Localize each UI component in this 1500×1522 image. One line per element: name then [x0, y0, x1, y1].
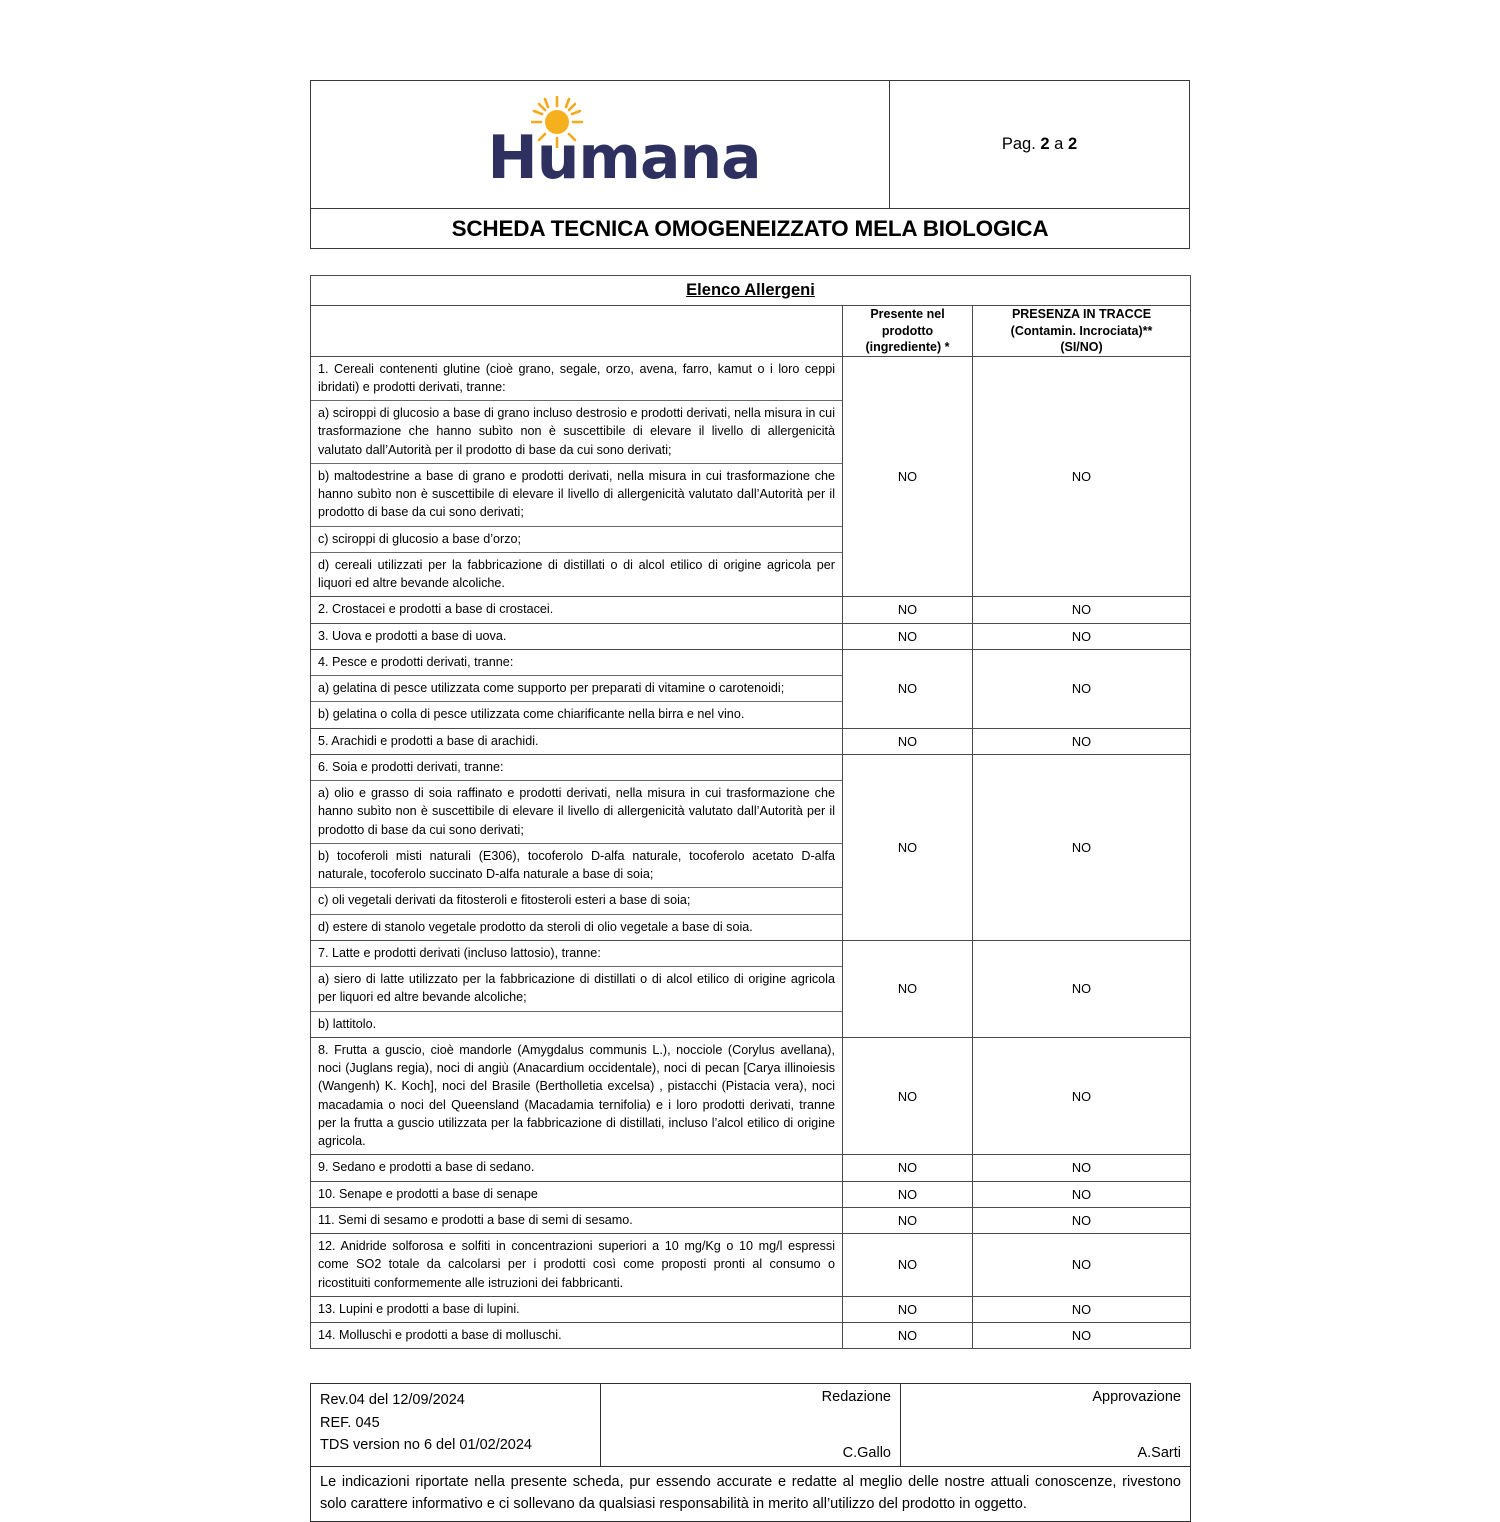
allergen-present-value: NO	[843, 1296, 973, 1322]
allergen-row	[311, 649, 1191, 728]
allergen-description-line: c) sciroppi di glucosio a base d’orzo;	[311, 527, 842, 553]
allergen-present-value: NO	[843, 1181, 973, 1207]
allergen-description-line: a) olio e grasso di soia raffinato e prodotti derivati, nella misura in cui trasformazione che hanno subìto non è suscettibile di elevare il livello di allergenicità valutato dall’Autorità per il prodotto di base da cui sono derivati;	[311, 781, 842, 844]
allergen-row	[311, 597, 1191, 623]
allergen-row	[311, 356, 1191, 597]
allergen-section-title-row	[311, 276, 1191, 306]
allergen-description-line: 13. Lupini e prodotti a base di lupini.	[318, 1301, 520, 1316]
allergen-description-line: d) estere di stanolo vegetale prodotto da steroli di olio vegetale a base di soia.	[318, 919, 753, 934]
allergen-description-cell	[311, 940, 843, 1037]
allergen-description-line: d) cereali utilizzati per la fabbricazione di distillati o di alcol etilico di origine agricola per liquori ed altre bevande alcoliche.	[318, 557, 835, 590]
allergen-description-line: 3. Uova e prodotti a base di uova.	[318, 628, 507, 643]
allergen-description-line: 2. Crostacei e prodotti a base di crostacei.	[318, 602, 554, 617]
section-title: Elenco Allergeni	[311, 276, 1191, 306]
allergen-present-value: NO	[843, 623, 973, 649]
allergen-column-headers	[311, 306, 1191, 357]
allergen-row	[311, 1234, 1191, 1297]
page-label-prefix: Pag.	[1001, 135, 1041, 153]
allergen-description-line: a) sciroppi di glucosio a base di grano incluso destrosio e prodotti derivati, nella misura in cui trasformazione che hanno subìto non è suscettibile di elevare il livello di allergenicità valutato dall’Autorità per il prodotto di base da cui sono derivati;	[311, 401, 842, 464]
humana-logo	[487, 94, 761, 193]
allergen-description-cell	[311, 356, 843, 597]
allergen-traces-value: NO	[973, 1155, 1191, 1181]
allergen-traces-value: NO	[973, 1234, 1191, 1297]
document-header	[310, 80, 1190, 249]
logo-cell	[311, 81, 890, 209]
footer-approvazione-label: Approvazione	[1092, 1389, 1181, 1406]
allergen-row	[311, 1155, 1191, 1181]
allergen-row	[311, 1323, 1191, 1349]
allergen-description-line: 12. Anidride solforosa e solfiti in concentrazioni superiori a 10 mg/Kg o 10 mg/l espressi come SO2 totale da calcolarsi per i prodotti così come proposti pronti al consumo o ricostituiti conformemente alle istruzioni dei fabbricanti.	[318, 1239, 835, 1290]
allergen-traces-value: NO	[973, 623, 1191, 649]
allergen-traces-value: NO	[973, 1037, 1191, 1155]
footer-tds-version: TDS version no 6 del 01/02/2024	[320, 1437, 532, 1454]
footer-revision-cell	[311, 1384, 601, 1467]
allergen-row	[311, 623, 1191, 649]
allergen-row	[311, 1181, 1191, 1207]
allergen-description-cell	[311, 1181, 843, 1207]
allergen-present-value: NO	[843, 1207, 973, 1233]
column-header-traces-line2: (Contamin. Incrociata)**	[1010, 323, 1153, 338]
allergen-description-line: 4. Pesce e prodotti derivati, tranne:	[311, 650, 842, 676]
allergen-row	[311, 754, 1191, 940]
allergen-description-line: 11. Semi di sesamo e prodotti a base di semi di sesamo.	[318, 1212, 633, 1227]
allergen-description-line: 6. Soia e prodotti derivati, tranne:	[311, 755, 842, 781]
allergen-present-value: NO	[843, 649, 973, 728]
footer-disclaimer-row	[311, 1467, 1191, 1522]
allergen-description-line: 5. Arachidi e prodotti a base di arachidi.	[318, 733, 539, 748]
allergen-row	[311, 940, 1191, 1037]
allergen-description-line: b) maltodestrine a base di grano e prodotti derivati, nella misura in cui trasformazione che hanno subìto non è suscettibile di elevare il livello di allergenicità valutato dall’Autorità per il prodotto di base da cui sono derivati;	[311, 464, 842, 527]
allergen-description-cell	[311, 597, 843, 623]
allergen-description-line: 10. Senape e prodotti a base di senape	[318, 1186, 538, 1201]
allergen-present-value: NO	[843, 1037, 973, 1155]
footer-approvazione-value: A.Sarti	[1137, 1445, 1181, 1462]
column-header-traces-line3: (SI/NO)	[1060, 340, 1103, 354]
page-total: 2	[1067, 135, 1078, 153]
page-joiner: a	[1049, 135, 1068, 153]
allergen-present-value: NO	[843, 754, 973, 940]
page-title: SCHEDA TECNICA OMOGENEIZZATO MELA BIOLOGICA	[311, 209, 1190, 249]
footer-disclaimer: Le indicazioni riportate nella presente scheda, pur essendo accurate e redatte al meglio delle nostre attuali conoscenze, rivestono solo carattere informativo e ci sollevano da qualsiasi responsabilità in merito all’utilizzo del prodotto in oggetto.	[311, 1467, 1191, 1522]
allergen-description-cell	[311, 754, 843, 940]
column-header-present-line2: prodotto	[881, 323, 934, 338]
allergen-traces-value: NO	[973, 597, 1191, 623]
allergen-traces-value: NO	[973, 649, 1191, 728]
allergen-description-cell	[311, 1155, 843, 1181]
allergen-description-line: 9. Sedano e prodotti a base di sedano.	[318, 1160, 535, 1175]
allergen-present-value: NO	[843, 1234, 973, 1297]
allergen-description-cell	[311, 1323, 843, 1349]
page-number-cell	[890, 81, 1190, 209]
page-current: 2	[1040, 135, 1050, 153]
document-footer	[310, 1383, 1191, 1522]
allergen-description-line: c) oli vegetali derivati da fitosteroli e fitosteroli esteri a base di soia;	[311, 888, 842, 914]
allergen-description-cell	[311, 1207, 843, 1233]
allergen-description-line: b) lattitolo.	[318, 1016, 377, 1031]
allergen-traces-value: NO	[973, 1296, 1191, 1322]
footer-main-row	[311, 1384, 1191, 1467]
allergen-row	[311, 728, 1191, 754]
allergen-description-cell	[311, 1234, 843, 1297]
allergen-row	[311, 1296, 1191, 1322]
header-top-row	[311, 81, 1190, 209]
allergen-table-body	[311, 276, 1191, 1349]
allergen-description-line: a) siero di latte utilizzato per la fabbricazione di distillati o di alcol etilico di origine agricola per liquori ed altre bevande alcoliche;	[311, 967, 842, 1012]
allergen-description-cell	[311, 623, 843, 649]
allergen-present-value: NO	[843, 1155, 973, 1181]
allergen-description-line: b) gelatina o colla di pesce utilizzata come chiarificante nella birra e nel vino.	[318, 707, 745, 722]
logo-wordmark: Humana	[487, 123, 761, 193]
allergen-present-value: NO	[843, 356, 973, 597]
column-header-present	[843, 306, 973, 357]
allergen-description-cell	[311, 649, 843, 728]
column-header-present-line3: (ingrediente) *	[865, 340, 950, 354]
column-header-present-line1: Presente nel	[870, 307, 945, 321]
allergen-traces-value: NO	[973, 1181, 1191, 1207]
allergen-description-cell	[311, 728, 843, 754]
column-header-traces-line1: PRESENZA IN TRACCE	[1011, 307, 1152, 321]
column-header-description	[311, 306, 843, 357]
footer-approvazione-cell	[901, 1384, 1191, 1467]
column-header-traces	[973, 306, 1191, 357]
allergen-traces-value: NO	[973, 754, 1191, 940]
allergen-description-cell	[311, 1296, 843, 1322]
allergen-description-line: 14. Molluschi e prodotti a base di molluschi.	[318, 1328, 562, 1342]
allergen-row	[311, 1207, 1191, 1233]
header-title-row	[311, 209, 1190, 249]
footer-redazione-value: C.Gallo	[842, 1445, 891, 1462]
footer-revision: Rev.04 del 12/09/2024	[320, 1392, 465, 1409]
allergen-traces-value: NO	[973, 356, 1191, 597]
allergen-traces-value: NO	[973, 728, 1191, 754]
allergen-description-line: 7. Latte e prodotti derivati (incluso lattosio), tranne:	[311, 941, 842, 967]
allergen-present-value: NO	[843, 728, 973, 754]
allergen-description-cell	[311, 1037, 843, 1155]
allergen-traces-value: NO	[973, 940, 1191, 1037]
allergen-description-line: b) tocoferoli misti naturali (E306), tocoferolo D-alfa naturale, tocoferolo acetato D-alfa naturale, tocoferolo succinato D-alfa naturale a base di soia;	[311, 844, 842, 889]
allergen-description-line: 1. Cereali contenenti glutine (cioè grano, segale, orzo, avena, farro, kamut o i loro ceppi ibridati) e prodotti derivati, tranne:	[311, 357, 842, 402]
footer-redazione-label: Redazione	[821, 1389, 891, 1406]
footer-redazione-cell	[601, 1384, 901, 1467]
allergen-present-value: NO	[843, 1323, 973, 1349]
allergen-traces-value: NO	[973, 1323, 1191, 1349]
allergen-row	[311, 1037, 1191, 1155]
allergen-present-value: NO	[843, 940, 973, 1037]
allergen-table	[310, 275, 1191, 1349]
allergen-description-line: 8. Frutta a guscio, cioè mandorle (Amygdalus communis L.), nocciole (Corylus avellana), noci (Juglans regia), noci di angiù (Anacardium occidentale), noci di pecan [Carya illinoiesis (Wangenh) K. Koch], noci del Brasile (Bertholletia excelsa) , pistacchi (Pistacia vera), noci macadamia o noci del Queensland (Macadamia ternifolia) e i loro prodotti derivati, tranne per la frutta a guscio utilizzata per la fabbricazione di distillati, incluso l’alcol etilico di origine agricola.	[318, 1042, 835, 1148]
allergen-present-value: NO	[843, 597, 973, 623]
document-sheet	[310, 80, 1190, 1522]
footer-reference: REF. 045	[320, 1414, 380, 1431]
allergen-description-line: a) gelatina di pesce utilizzata come supporto per preparati di vitamine o carotenoidi;	[311, 676, 842, 702]
allergen-traces-value: NO	[973, 1207, 1191, 1233]
